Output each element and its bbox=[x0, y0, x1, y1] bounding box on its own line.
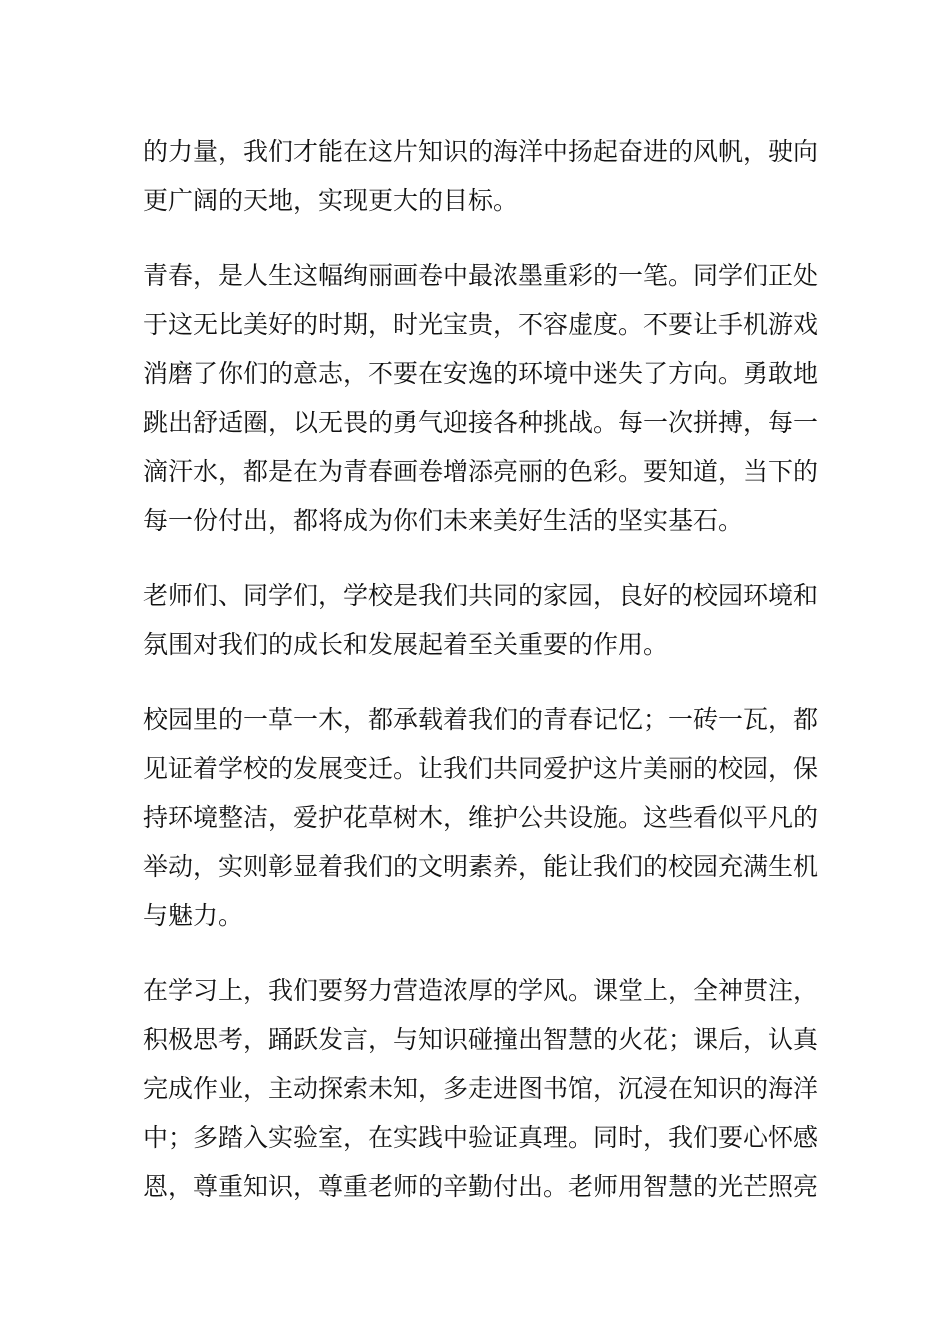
paragraph-4 bbox=[143, 695, 819, 940]
text-line: 与魅力。 bbox=[143, 901, 244, 930]
text-line: 老师们、同学们，学校是我们共同的家园，良好的校园环境和 bbox=[143, 581, 819, 610]
paragraph-3 bbox=[143, 571, 819, 669]
document-body bbox=[143, 127, 819, 1237]
text-line: 在学习上，我们要努力营造浓厚的学风。课堂上，全神贯注， bbox=[143, 976, 819, 1005]
paragraph-1 bbox=[143, 127, 819, 225]
text-line: 中；多踏入实验室，在实践中验证真理。同时，我们要心怀感 bbox=[143, 1123, 819, 1152]
text-line: 的力量，我们才能在这片知识的海洋中扬起奋进的风帆，驶向 bbox=[143, 137, 819, 166]
text-line: 积极思考，踊跃发言，与知识碰撞出智慧的火花；课后，认真 bbox=[143, 1025, 819, 1054]
text-line: 举动，实则彰显着我们的文明素养，能让我们的校园充满生机 bbox=[143, 852, 819, 881]
text-line: 每一份付出，都将成为你们未来美好生活的坚实基石。 bbox=[143, 506, 744, 535]
text-line: 氛围对我们的成长和发展起着至关重要的作用。 bbox=[143, 630, 669, 659]
text-line: 持环境整洁，爱护花草树木，维护公共设施。这些看似平凡的 bbox=[143, 803, 819, 832]
text-line: 恩，尊重知识，尊重老师的辛勤付出。老师用智慧的光芒照亮 bbox=[143, 1172, 819, 1201]
text-line: 消磨了你们的意志，不要在安逸的环境中迷失了方向。勇敢地 bbox=[143, 359, 819, 388]
text-line: 见证着学校的发展变迁。让我们共同爱护这片美丽的校园，保 bbox=[143, 754, 819, 783]
text-line: 更广阔的天地，实现更大的目标。 bbox=[143, 186, 519, 215]
text-line: 跳出舒适圈，以无畏的勇气迎接各种挑战。每一次拼搏，每一 bbox=[143, 408, 819, 437]
text-line: 完成作业，主动探索未知，多走进图书馆，沉浸在知识的海洋 bbox=[143, 1074, 819, 1103]
text-line: 青春，是人生这幅绚丽画卷中最浓墨重彩的一笔。同学们正处 bbox=[143, 261, 819, 290]
text-line: 校园里的一草一木，都承载着我们的青春记忆；一砖一瓦，都 bbox=[143, 705, 819, 734]
text-line: 于这无比美好的时期，时光宝贵，不容虚度。不要让手机游戏 bbox=[143, 310, 819, 339]
paragraph-2 bbox=[143, 251, 819, 545]
text-line: 滴汗水，都是在为青春画卷增添亮丽的色彩。要知道，当下的 bbox=[143, 457, 819, 486]
paragraph-5 bbox=[143, 966, 819, 1211]
